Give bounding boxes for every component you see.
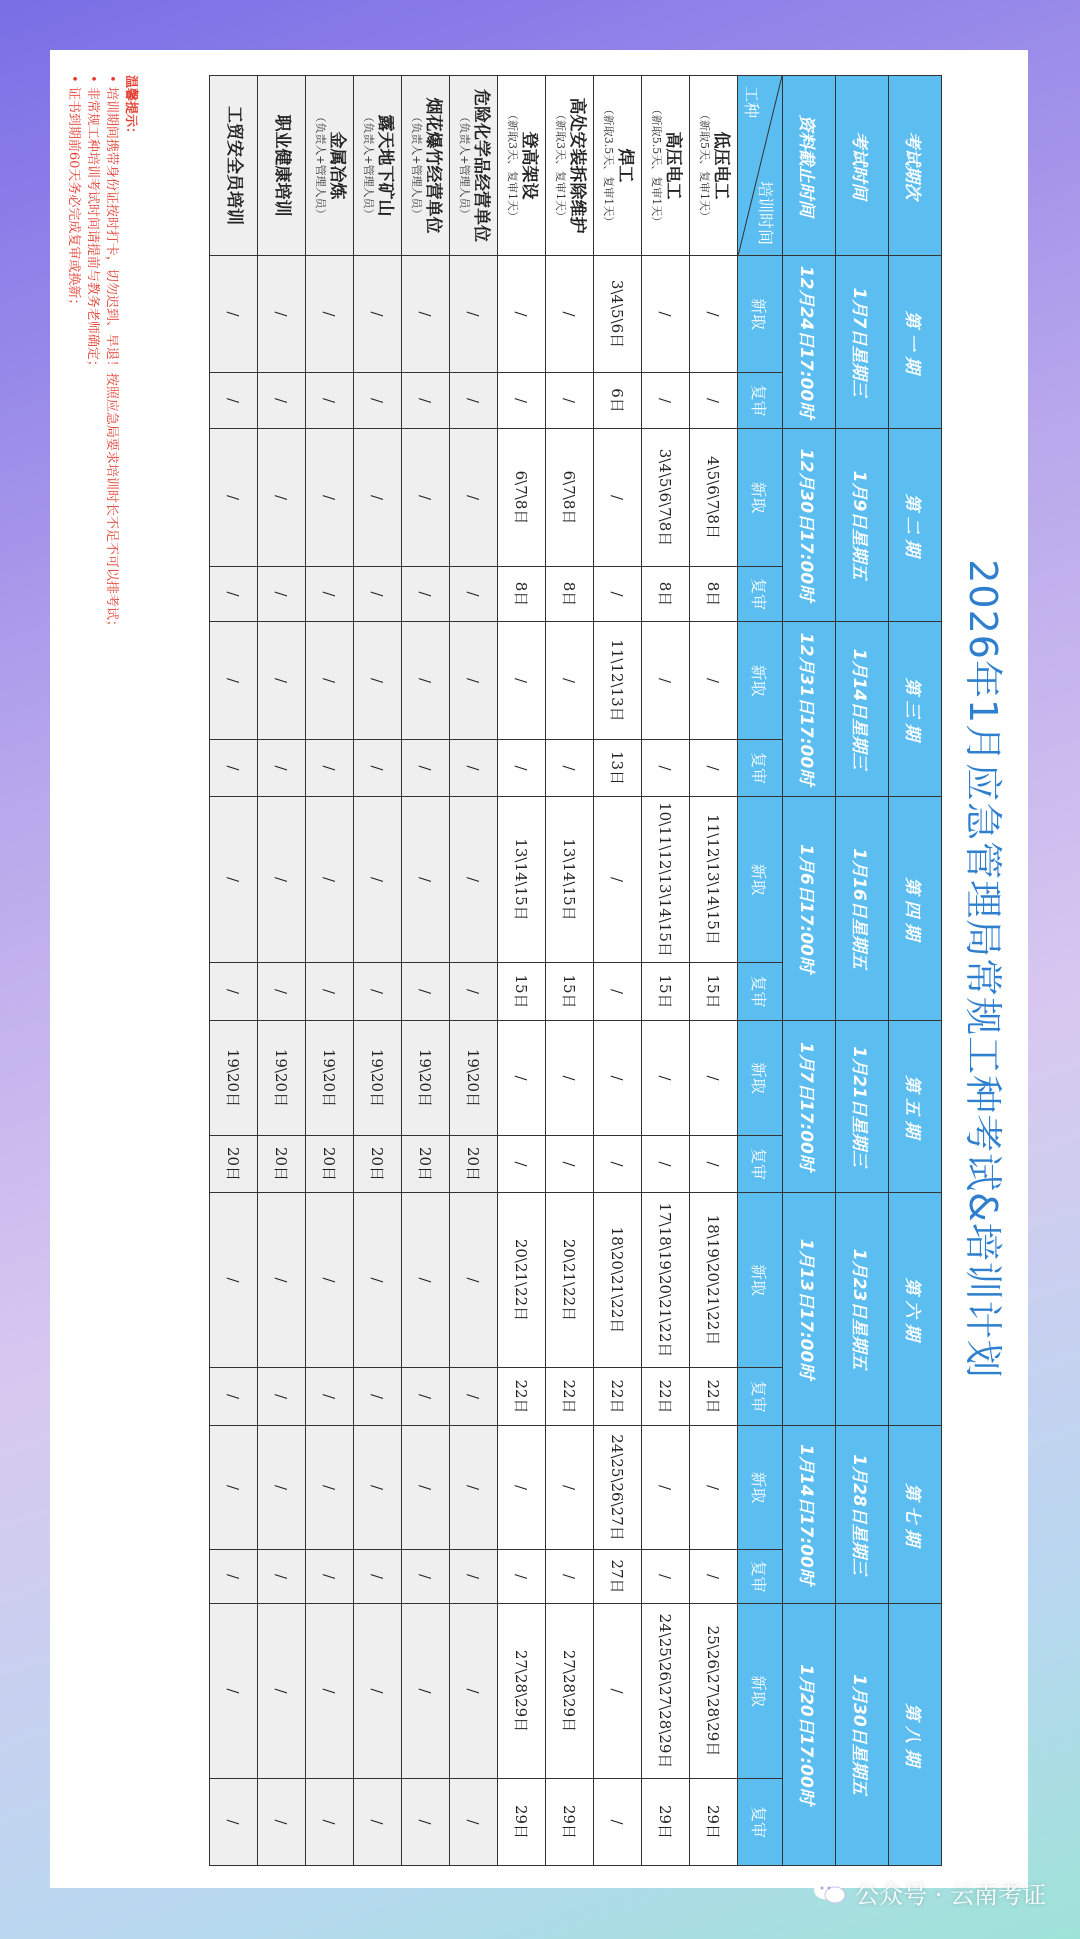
- schedule-cell: 24\25\26\27\28\29日: [642, 1604, 690, 1779]
- schedule-cell: /: [690, 740, 738, 797]
- job-type-label: 工种: [742, 86, 761, 119]
- schedule-cell: /: [642, 373, 690, 429]
- schedule-cell: /: [354, 1604, 402, 1779]
- schedule-cell: /: [450, 256, 498, 373]
- schedule-cell: 20日: [450, 1136, 498, 1193]
- schedule-cell: /: [306, 622, 354, 740]
- schedule-cell: /: [306, 963, 354, 1021]
- schedule-cell: /: [450, 1550, 498, 1604]
- exam-label: 考试时间: [836, 76, 889, 256]
- job-row: [306, 76, 354, 1866]
- job-name: 焊工: [614, 148, 635, 183]
- schedule-cell: 29日: [690, 1779, 738, 1866]
- schedule-cell: /: [594, 1136, 642, 1193]
- schedule-cell: /: [258, 256, 306, 373]
- schedule-cell: /: [690, 256, 738, 373]
- schedule-cell: 15日: [546, 963, 594, 1021]
- job-note: （新取5.5天、复审1天）: [650, 103, 664, 228]
- schedule-cell: /: [402, 1368, 450, 1426]
- schedule-cell: /: [210, 373, 258, 429]
- job-note: （负责人+管理人员）: [410, 111, 424, 220]
- schedule-cell: /: [642, 740, 690, 797]
- job-row: [594, 76, 642, 1866]
- schedule-cell: /: [210, 429, 258, 567]
- schedule-cell: 11\12\13\14\15日: [690, 797, 738, 963]
- tips-heading: 温馨提示：: [123, 75, 138, 141]
- schedule-cell: /: [642, 1136, 690, 1193]
- schedule-cell: /: [210, 256, 258, 373]
- period-name: 第 五 期: [889, 1021, 942, 1193]
- new-cert-label: 新取: [738, 797, 783, 963]
- tip-item: • 培训期间携带身份证按时打卡，切勿迟到、早退！按照应急局要求培训时长不足不可以排考试；: [102, 75, 121, 1575]
- schedule-cell: 10\11\12\13\14\15日: [642, 797, 690, 963]
- schedule-cell: /: [402, 373, 450, 429]
- schedule-cell: 13\14\15日: [546, 797, 594, 963]
- schedule-cell: /: [402, 1779, 450, 1866]
- schedule-cell: /: [354, 256, 402, 373]
- schedule-cell: /: [546, 622, 594, 740]
- job-note: （负责人+管理人员）: [314, 111, 328, 220]
- schedule-cell: /: [258, 1550, 306, 1604]
- schedule-cell: /: [354, 1368, 402, 1426]
- schedule-cell: /: [306, 1779, 354, 1866]
- schedule-cell: /: [546, 1021, 594, 1136]
- schedule-cell: /: [450, 963, 498, 1021]
- schedule-cell: /: [402, 1193, 450, 1368]
- schedule-cell: /: [498, 1550, 546, 1604]
- rotated-content: [50, 50, 1028, 1888]
- schedule-cell: /: [402, 1426, 450, 1550]
- schedule-cell: /: [498, 740, 546, 797]
- deadline-time: 12月30日17:00时: [783, 429, 836, 622]
- schedule-cell: /: [258, 740, 306, 797]
- job-name-cell: [450, 76, 498, 256]
- new-cert-label: 新取: [738, 429, 783, 567]
- schedule-cell: /: [450, 1368, 498, 1426]
- schedule-cell: 8日: [690, 567, 738, 622]
- schedule-cell: 15日: [690, 963, 738, 1021]
- schedule-cell: 18\20\21\22日: [594, 1193, 642, 1368]
- schedule-cell: 29日: [546, 1779, 594, 1866]
- job-row: [354, 76, 402, 1866]
- schedule-cell: 25\26\27\28\29日: [690, 1604, 738, 1779]
- schedule-cell: /: [258, 1193, 306, 1368]
- schedule-cell: /: [306, 740, 354, 797]
- schedule-cell: /: [594, 1604, 642, 1779]
- schedule-cell: /: [210, 1604, 258, 1779]
- job-row: [210, 76, 258, 1866]
- schedule-cell: /: [642, 1021, 690, 1136]
- exam-time: 1月14日星期三: [836, 622, 889, 797]
- new-cert-label: 新取: [738, 1021, 783, 1136]
- period-name: 第 二 期: [889, 429, 942, 622]
- schedule-cell: /: [258, 373, 306, 429]
- schedule-cell: 19\20日: [450, 1021, 498, 1136]
- schedule-cell: /: [546, 1136, 594, 1193]
- schedule-cell: /: [402, 256, 450, 373]
- schedule-cell: /: [306, 1193, 354, 1368]
- schedule-cell: /: [402, 963, 450, 1021]
- renewal-label: 复审: [738, 373, 783, 429]
- job-note: （新取5天、复审1天）: [698, 109, 712, 222]
- schedule-cell: 3\4\5\6日: [594, 256, 642, 373]
- schedule-cell: /: [450, 797, 498, 963]
- tips-block: [64, 75, 140, 1575]
- schedule-cell: /: [690, 373, 738, 429]
- schedule-cell: /: [594, 567, 642, 622]
- schedule-cell: 18\19\20\21\22日: [690, 1193, 738, 1368]
- training-time-label: 培训时间: [756, 180, 775, 245]
- schedule-cell: /: [690, 1021, 738, 1136]
- schedule-cell: 6日: [594, 373, 642, 429]
- schedule-cell: /: [258, 429, 306, 567]
- schedule-cell: /: [210, 1368, 258, 1426]
- schedule-cell: /: [546, 1426, 594, 1550]
- schedule-cell: /: [498, 373, 546, 429]
- schedule-cell: 29日: [498, 1779, 546, 1866]
- period-name: 第 四 期: [889, 797, 942, 1021]
- schedule-cell: /: [642, 1426, 690, 1550]
- schedule-cell: /: [354, 740, 402, 797]
- exam-time: 1月7日星期三: [836, 256, 889, 429]
- subheader-row: [738, 76, 783, 1866]
- schedule-cell: /: [642, 1550, 690, 1604]
- new-cert-label: 新取: [738, 256, 783, 373]
- schedule-cell: /: [690, 1550, 738, 1604]
- schedule-cell: 8日: [546, 567, 594, 622]
- schedule-cell: /: [450, 1779, 498, 1866]
- schedule-cell: /: [354, 1193, 402, 1368]
- schedule-cell: /: [450, 622, 498, 740]
- schedule-cell: 19\20日: [306, 1021, 354, 1136]
- job-note: （负责人+管理人员）: [458, 111, 472, 220]
- job-note: （新取3天、复审1天）: [506, 109, 520, 222]
- schedule-cell: /: [690, 622, 738, 740]
- schedule-cell: 15日: [498, 963, 546, 1021]
- job-row: [258, 76, 306, 1866]
- job-name-cell: [354, 76, 402, 256]
- schedule-table: [209, 75, 942, 1866]
- schedule-cell: 22日: [690, 1368, 738, 1426]
- deadline-time: 1月20日17:00时: [783, 1604, 836, 1866]
- schedule-cell: /: [546, 256, 594, 373]
- deadline-time: 1月14日17:00时: [783, 1426, 836, 1604]
- job-name: 烟花爆竹经营单位: [422, 97, 443, 234]
- schedule-cell: /: [594, 1779, 642, 1866]
- schedule-sheet: [50, 50, 1028, 1888]
- schedule-cell: /: [450, 373, 498, 429]
- schedule-cell: /: [258, 1368, 306, 1426]
- schedule-cell: /: [306, 373, 354, 429]
- schedule-cell: 20\21\22日: [546, 1193, 594, 1368]
- job-name: 金属冶炼: [326, 131, 347, 200]
- tip-item: • 非常规工种培训考试时间请提前与教务老师确定；: [83, 75, 102, 1575]
- renewal-label: 复审: [738, 1136, 783, 1193]
- schedule-cell: 20日: [306, 1136, 354, 1193]
- job-name-cell: [210, 76, 258, 256]
- job-note: （新取3.5天、复审1天）: [602, 103, 616, 228]
- header-row: [783, 76, 836, 1866]
- new-cert-label: 新取: [738, 1604, 783, 1779]
- deadline-time: 1月6日17:00时: [783, 797, 836, 1021]
- job-name-cell: [642, 76, 690, 256]
- diagonal-header-cell: [738, 76, 783, 256]
- schedule-cell: 20日: [354, 1136, 402, 1193]
- schedule-cell: 20日: [258, 1136, 306, 1193]
- schedule-cell: /: [594, 429, 642, 567]
- schedule-cell: 6\7\8日: [498, 429, 546, 567]
- job-name-cell: [690, 76, 738, 256]
- schedule-cell: /: [450, 1426, 498, 1550]
- schedule-cell: /: [258, 797, 306, 963]
- schedule-cell: /: [402, 1550, 450, 1604]
- schedule-cell: /: [402, 567, 450, 622]
- schedule-cell: 19\20日: [258, 1021, 306, 1136]
- schedule-cell: /: [450, 429, 498, 567]
- schedule-cell: /: [306, 1426, 354, 1550]
- schedule-cell: 22日: [498, 1368, 546, 1426]
- schedule-cell: 19\20日: [354, 1021, 402, 1136]
- tip-item: • 证书到期前60天务必完成复审或换新；: [64, 75, 83, 1575]
- job-name-cell: [306, 76, 354, 256]
- header-row: [889, 76, 942, 1866]
- period-name: 第 三 期: [889, 622, 942, 797]
- job-name: 工贸安全员培训: [224, 106, 245, 225]
- schedule-cell: /: [402, 429, 450, 567]
- schedule-cell: /: [402, 797, 450, 963]
- schedule-cell: /: [642, 256, 690, 373]
- job-name: 高处安装拆除维护: [566, 97, 587, 234]
- schedule-cell: /: [258, 1779, 306, 1866]
- job-name-cell: [498, 76, 546, 256]
- schedule-cell: /: [210, 797, 258, 963]
- job-name: 低压电工: [710, 131, 731, 200]
- exam-time: 1月9日星期五: [836, 429, 889, 622]
- schedule-cell: /: [354, 1550, 402, 1604]
- schedule-cell: 20日: [402, 1136, 450, 1193]
- schedule-cell: /: [306, 1368, 354, 1426]
- schedule-cell: /: [450, 1193, 498, 1368]
- schedule-cell: /: [546, 1550, 594, 1604]
- schedule-cell: /: [210, 1550, 258, 1604]
- schedule-cell: /: [258, 1426, 306, 1550]
- renewal-label: 复审: [738, 963, 783, 1021]
- new-cert-label: 新取: [738, 1193, 783, 1368]
- renewal-label: 复审: [738, 1779, 783, 1866]
- schedule-cell: /: [354, 1426, 402, 1550]
- job-row: [402, 76, 450, 1866]
- period-name: 第 七 期: [889, 1426, 942, 1604]
- schedule-cell: /: [210, 740, 258, 797]
- schedule-cell: /: [210, 622, 258, 740]
- watermark-text: 公众号 · 云南考证: [855, 1880, 1046, 1909]
- deadline-time: 1月7日17:00时: [783, 1021, 836, 1193]
- schedule-cell: /: [210, 1193, 258, 1368]
- schedule-cell: 22日: [546, 1368, 594, 1426]
- schedule-cell: 22日: [642, 1368, 690, 1426]
- schedule-cell: 20\21\22日: [498, 1193, 546, 1368]
- exam-time: 1月16日星期五: [836, 797, 889, 1021]
- schedule-cell: /: [546, 740, 594, 797]
- schedule-cell: /: [642, 622, 690, 740]
- schedule-cell: /: [306, 567, 354, 622]
- new-cert-label: 新取: [738, 622, 783, 740]
- renewal-label: 复审: [738, 740, 783, 797]
- schedule-cell: /: [402, 1604, 450, 1779]
- period-name: 第 六 期: [889, 1193, 942, 1426]
- schedule-cell: /: [354, 567, 402, 622]
- schedule-cell: /: [354, 797, 402, 963]
- deadline-label: 资料截止时间: [783, 76, 836, 256]
- period-name: 第 一 期: [889, 256, 942, 429]
- exam-time: 1月30日星期五: [836, 1604, 889, 1866]
- exam-time: 1月28日星期三: [836, 1426, 889, 1604]
- schedule-cell: /: [450, 567, 498, 622]
- schedule-cell: /: [594, 963, 642, 1021]
- schedule-cell: 19\20日: [210, 1021, 258, 1136]
- job-row: [498, 76, 546, 1866]
- schedule-cell: 15日: [642, 963, 690, 1021]
- job-name: 登高架设: [518, 131, 539, 200]
- schedule-cell: 11\12\13日: [594, 622, 642, 740]
- schedule-cell: /: [450, 740, 498, 797]
- job-name-cell: [258, 76, 306, 256]
- job-name-cell: [402, 76, 450, 256]
- schedule-cell: /: [498, 1021, 546, 1136]
- schedule-cell: 4\5\6\7\8日: [690, 429, 738, 567]
- job-note: （新取3天、复审1天）: [554, 109, 568, 222]
- schedule-cell: /: [498, 1426, 546, 1550]
- period-label: 考试期次: [889, 76, 942, 256]
- exam-time: 1月23日星期五: [836, 1193, 889, 1426]
- schedule-cell: 27日: [594, 1550, 642, 1604]
- exam-time: 1月21日星期三: [836, 1021, 889, 1193]
- schedule-cell: 22日: [594, 1368, 642, 1426]
- schedule-cell: 13\14\15日: [498, 797, 546, 963]
- schedule-cell: 3\4\5\6\7\8日: [642, 429, 690, 567]
- schedule-cell: /: [354, 963, 402, 1021]
- job-name: 危险化学品经营单位: [470, 89, 491, 242]
- schedule-cell: 27\28\29日: [498, 1604, 546, 1779]
- schedule-cell: 27\28\29日: [546, 1604, 594, 1779]
- schedule-cell: /: [498, 256, 546, 373]
- schedule-cell: /: [690, 1426, 738, 1550]
- schedule-cell: /: [258, 1604, 306, 1779]
- header-row: [836, 76, 889, 1866]
- schedule-cell: /: [306, 1604, 354, 1779]
- schedule-cell: /: [594, 797, 642, 963]
- schedule-cell: /: [402, 740, 450, 797]
- renewal-label: 复审: [738, 567, 783, 622]
- deadline-time: 12月31日17:00时: [783, 622, 836, 797]
- job-name-cell: [546, 76, 594, 256]
- wechat-icon: [813, 1879, 847, 1905]
- schedule-cell: 8日: [498, 567, 546, 622]
- schedule-cell: /: [546, 373, 594, 429]
- schedule-cell: /: [258, 567, 306, 622]
- schedule-cell: /: [450, 1604, 498, 1779]
- watermark: [813, 1872, 1046, 1912]
- deadline-time: 12月24日17:00时: [783, 256, 836, 429]
- schedule-cell: 29日: [642, 1779, 690, 1866]
- job-name: 高压电工: [662, 131, 683, 200]
- job-note: （负责人+管理人员）: [362, 111, 376, 220]
- job-name: 职业健康培训: [272, 114, 293, 217]
- schedule-cell: /: [354, 1779, 402, 1866]
- job-row: [546, 76, 594, 1866]
- schedule-cell: 6\7\8日: [546, 429, 594, 567]
- schedule-cell: /: [690, 1136, 738, 1193]
- new-cert-label: 新取: [738, 1426, 783, 1550]
- schedule-cell: 19\20日: [402, 1021, 450, 1136]
- schedule-cell: /: [498, 622, 546, 740]
- schedule-cell: /: [258, 622, 306, 740]
- schedule-cell: 8日: [642, 567, 690, 622]
- schedule-cell: /: [306, 1550, 354, 1604]
- schedule-cell: /: [306, 256, 354, 373]
- schedule-cell: /: [258, 963, 306, 1021]
- renewal-label: 复审: [738, 1550, 783, 1604]
- schedule-cell: 20日: [210, 1136, 258, 1193]
- schedule-cell: /: [354, 622, 402, 740]
- job-name-cell: [594, 76, 642, 256]
- job-row: [690, 76, 738, 1866]
- schedule-cell: /: [354, 373, 402, 429]
- page-title: 2026年1月应急管理局常规工种考试&培训计划: [961, 559, 1005, 1379]
- schedule-cell: /: [210, 567, 258, 622]
- renewal-label: 复审: [738, 1368, 783, 1426]
- schedule-cell: /: [210, 1426, 258, 1550]
- deadline-time: 1月13日17:00时: [783, 1193, 836, 1426]
- schedule-cell: 17\18\19\20\21\22日: [642, 1193, 690, 1368]
- job-name: 露天地下矿山: [374, 114, 395, 217]
- schedule-cell: /: [594, 1021, 642, 1136]
- period-name: 第 八 期: [889, 1604, 942, 1866]
- schedule-cell: /: [498, 1136, 546, 1193]
- job-row: [450, 76, 498, 1866]
- job-row: [642, 76, 690, 1866]
- schedule-cell: /: [402, 622, 450, 740]
- schedule-cell: /: [306, 429, 354, 567]
- schedule-cell: 13日: [594, 740, 642, 797]
- schedule-cell: /: [210, 963, 258, 1021]
- schedule-cell: /: [210, 1779, 258, 1866]
- schedule-cell: /: [306, 797, 354, 963]
- schedule-cell: 24\25\26\27日: [594, 1426, 642, 1550]
- schedule-cell: /: [354, 429, 402, 567]
